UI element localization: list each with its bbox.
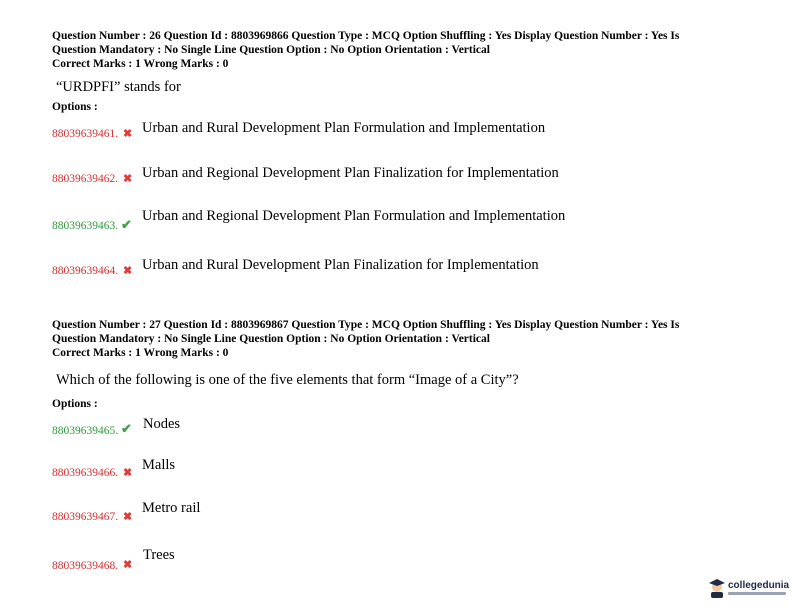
question-27-meta: [52, 318, 742, 360]
question-marks: Correct Marks : 1 Wrong Marks : 0: [52, 347, 229, 359]
option-id: 88039639467.: [52, 511, 119, 523]
logo-tagline-bar: [728, 592, 786, 595]
logo-text: collegedunia: [728, 580, 790, 591]
question-meta-line: Question Mandatory : No Single Line Question Option : No Option Orientation : Vertical: [52, 333, 490, 345]
option-id: 88039639465.: [52, 425, 119, 437]
option-text: Trees: [143, 547, 175, 563]
option-text: Urban and Rural Development Plan Finalization for Implementation: [142, 257, 539, 273]
question-meta-line: Question Number : 27 Question Id : 8803969867 Question Type : MCQ Option Shuffling : Yes Display Question Number : Yes Is: [52, 319, 680, 331]
question-meta-line: Question Mandatory : No Single Line Question Option : No Option Orientation : Vertical: [52, 44, 490, 56]
cross-icon: ✖: [123, 467, 133, 479]
options-label: Options :: [52, 101, 98, 113]
check-icon: ✔: [121, 421, 132, 436]
option-id: 88039639464.: [52, 265, 119, 277]
graduate-avatar-icon: [708, 578, 726, 598]
option-id: 88039639468.: [52, 560, 119, 572]
cross-icon: ✖: [123, 559, 133, 571]
option-text: Urban and Regional Development Plan Finalization for Implementation: [142, 165, 559, 181]
check-icon: ✔: [121, 217, 132, 232]
option-id: 88039639463.: [52, 220, 119, 232]
options-label: Options :: [52, 398, 98, 410]
cross-icon: ✖: [123, 511, 133, 523]
cross-icon: ✖: [123, 265, 133, 277]
question-26-text: “URDPFI” stands for: [56, 79, 181, 95]
question-27-text: Which of the following is one of the five elements that form “Image of a City”?: [56, 372, 519, 388]
collegedunia-logo: [708, 576, 788, 602]
option-id: 88039639466.: [52, 467, 119, 479]
option-id: 88039639461.: [52, 128, 119, 140]
question-marks: Correct Marks : 1 Wrong Marks : 0: [52, 58, 229, 70]
question-26-meta: [52, 29, 742, 71]
option-text: Malls: [142, 457, 176, 473]
option-text: Urban and Rural Development Plan Formulation and Implementation: [142, 120, 546, 136]
option-id: 88039639462.: [52, 173, 119, 185]
option-text: Nodes: [143, 416, 181, 432]
cross-icon: ✖: [123, 173, 133, 185]
option-text: Urban and Regional Development Plan Formulation and Implementation: [142, 208, 566, 224]
cross-icon: ✖: [123, 128, 133, 140]
question-meta-line: Question Number : 26 Question Id : 8803969866 Question Type : MCQ Option Shuffling : Yes Display Question Number : Yes Is: [52, 30, 680, 42]
option-text: Metro rail: [142, 500, 201, 516]
